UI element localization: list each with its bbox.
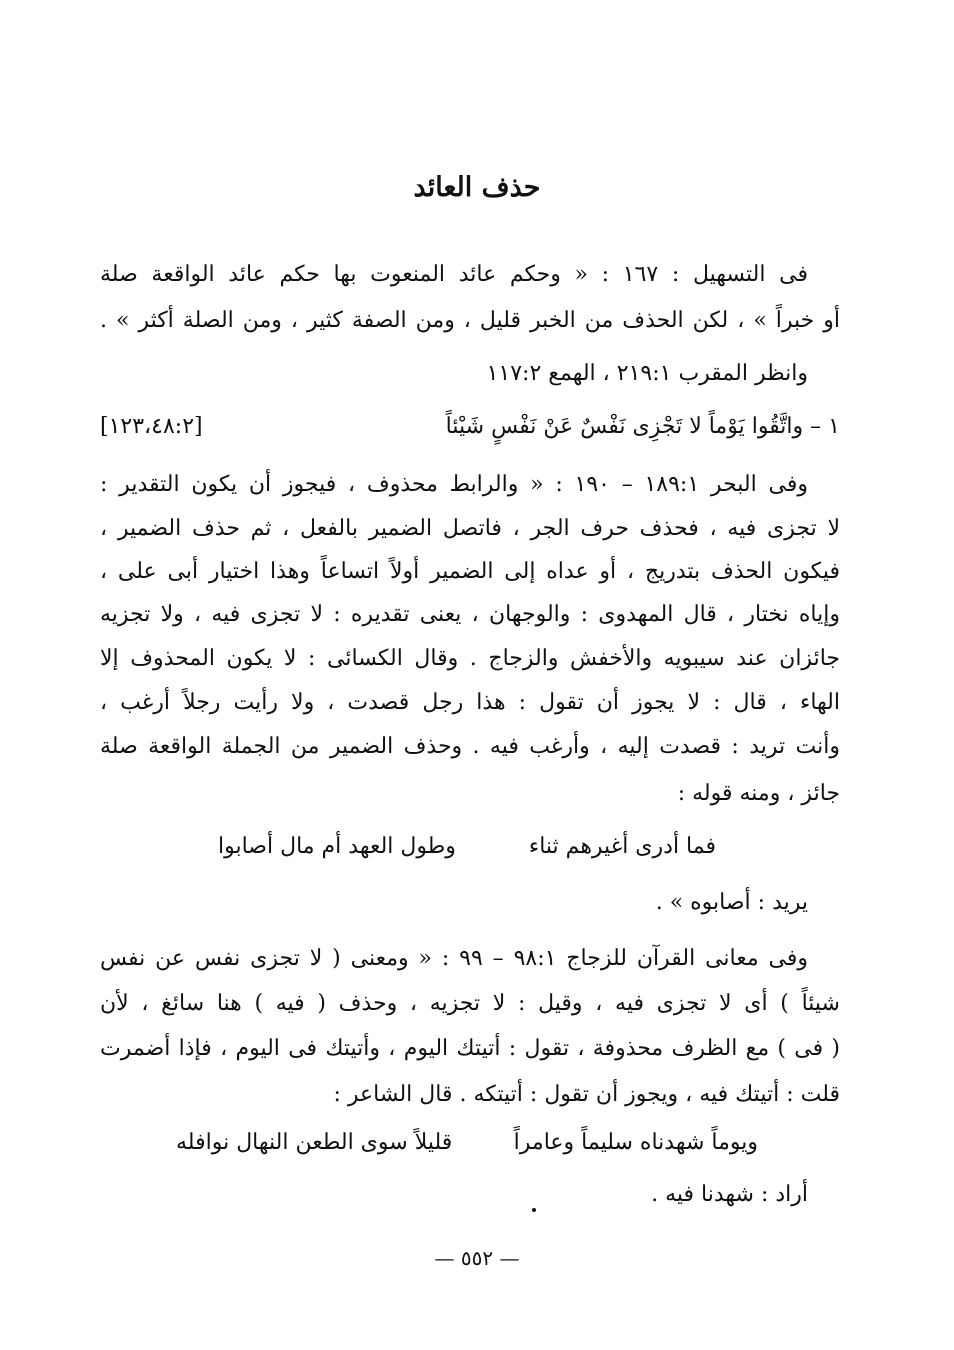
verse-text: واتَّقُوا يَوْماً لا تَجْزِى نَفْسٌ عَنْ نَفْسٍ شَيْئاً xyxy=(445,414,804,439)
text-line: ( فى ) مع الظرف محذوفة ، تقول : أتيتك اليوم ، وأتيتك فى اليوم ، فإذا أضمرت xyxy=(100,1036,840,1061)
text-line: فيكون الحذف بتدريج ، أو عداه إلى الضمير أولاً اتساعاً وهذا اختيار أبى على ، xyxy=(100,559,840,584)
verse-number: ١ – xyxy=(810,414,840,439)
text-line: فى التسهيل : ١٦٧ : « وحكم عائد المنعوت بها حكم عائد الواقعة صلة xyxy=(100,262,808,287)
text-line: قلت : أتيتك فيه ، ويجوز أن تقول : أتيتكه . قال الشاعر : xyxy=(333,1082,840,1107)
poem-1-first-hemistich: فما أدرى أغيرهم ثناء xyxy=(528,834,716,859)
text-line: وأنت تريد : قصدت إليه ، وأرغب فيه . وحذف الضمير من الجملة الواقعة صلة xyxy=(100,734,840,759)
text-line: يريد : أصابوه » . xyxy=(655,890,808,915)
verse-reference: [١٢٣،٤٨:٢] xyxy=(100,414,203,439)
text-line: وإياه نختار ، قال المهدوى : والوجهان ، يعنى تقديره : لا تجزى فيه ، ولا تجزيه xyxy=(100,602,840,627)
text-line: شيئاً ) أى لا تجزى فيه ، وقيل : لا تجزيه ، وحذف ( فيه ) هنا سائغ ، لأن xyxy=(100,991,840,1016)
text-line: وفى معانى القرآن للزجاج ٩٨:١ – ٩٩ : « ومعنى ( لا تجزى نفس عن نفس xyxy=(100,946,808,971)
text-line: الهاء ، قال : لا يجوز أن تقول : هذا رجل قصدت ، ولا رأيت رجلاً أرغب ، xyxy=(100,690,840,715)
page-title: حذف العائد xyxy=(413,172,541,203)
ink-dot xyxy=(532,1208,536,1212)
text-line: وانظر المقرب ٢١٩:١ ، الهمع ١١٧:٢ xyxy=(486,361,808,386)
text-line: لا تجزى فيه ، فحذف حرف الجر ، فاتصل الضمير بالفعل ، ثم حذف الضمير ، xyxy=(100,516,840,541)
text-line: أو خبراً » ، لكن الحذف من الخبر قليل ، ومن الصفة كثير ، ومن الصلة أكثر » . xyxy=(100,308,840,333)
text-line: جائز ، ومنه قوله : xyxy=(677,781,840,806)
poem-2-second-hemistich: قليلاً سوى الطعن النهال نوافله xyxy=(176,1130,453,1155)
text-line: أراد : شهدنا فيه . xyxy=(651,1182,808,1207)
verse-main xyxy=(446,408,840,446)
text-line: جائزان عند سيبويه والأخفش والزجاج . وقال الكسائى : لا يكون المحذوف إلا xyxy=(100,646,840,671)
text-line: وفى البحر ١٨٩:١ – ١٩٠ : « والرابط محذوف ، فيجوز أن يكون التقدير : xyxy=(100,472,808,497)
poem-2-first-hemistich: ويوماً شهدناه سليماً وعامراً xyxy=(513,1130,758,1155)
poem-1-second-hemistich: وطول العهد أم مال أصابوا xyxy=(218,834,456,859)
page-number: — ٥٥٢ — xyxy=(434,1246,520,1270)
